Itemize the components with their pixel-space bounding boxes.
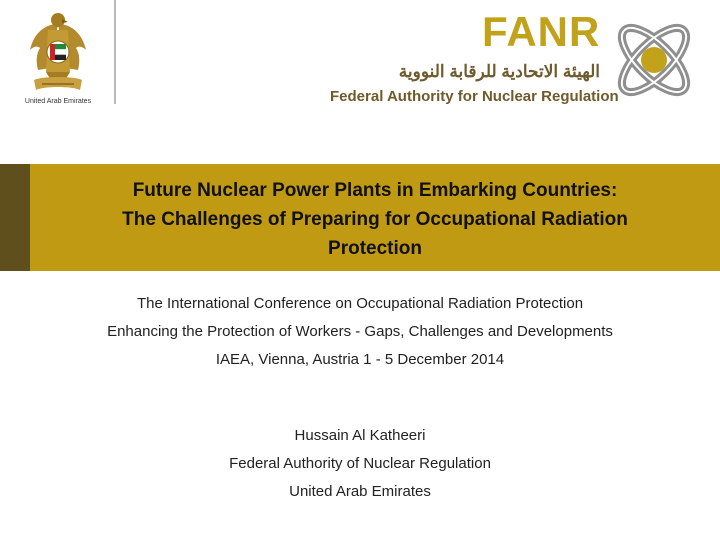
slide-title [30, 176, 720, 263]
conference-name: The International Conference on Occupational Radiation Protection [136, 295, 584, 312]
fanr-arabic-name: الهيئة الاتحادية للرقابة النووية [398, 62, 600, 81]
falcon-emblem-icon [28, 10, 88, 98]
title-line: The Challenges of Preparing for Occupational Radiation [122, 209, 628, 230]
uae-logo [18, 10, 98, 110]
uae-caption: United Arab Emirates [24, 98, 92, 105]
atom-icon [606, 12, 702, 108]
author-organization: Federal Authority of Nuclear Regulation [229, 455, 491, 472]
author-name: Hussain Al Katheeri [294, 427, 426, 444]
title-band-accent [0, 164, 30, 271]
conference-theme: Enhancing the Protection of Workers - Gaps, Challenges and Developments [107, 323, 613, 340]
fanr-english-name: Federal Authority for Nuclear Regulation [330, 88, 619, 105]
header-divider [114, 0, 116, 104]
conference-info [0, 290, 720, 374]
fanr-wordmark: FANR [482, 8, 601, 55]
title-line: Protection [328, 238, 422, 259]
author-info [0, 422, 720, 506]
conference-venue-date: IAEA, Vienna, Austria 1 - 5 December 2014 [215, 351, 505, 368]
author-country: United Arab Emirates [289, 483, 431, 500]
title-line: Future Nuclear Power Plants in Embarking Countries: [132, 180, 618, 201]
